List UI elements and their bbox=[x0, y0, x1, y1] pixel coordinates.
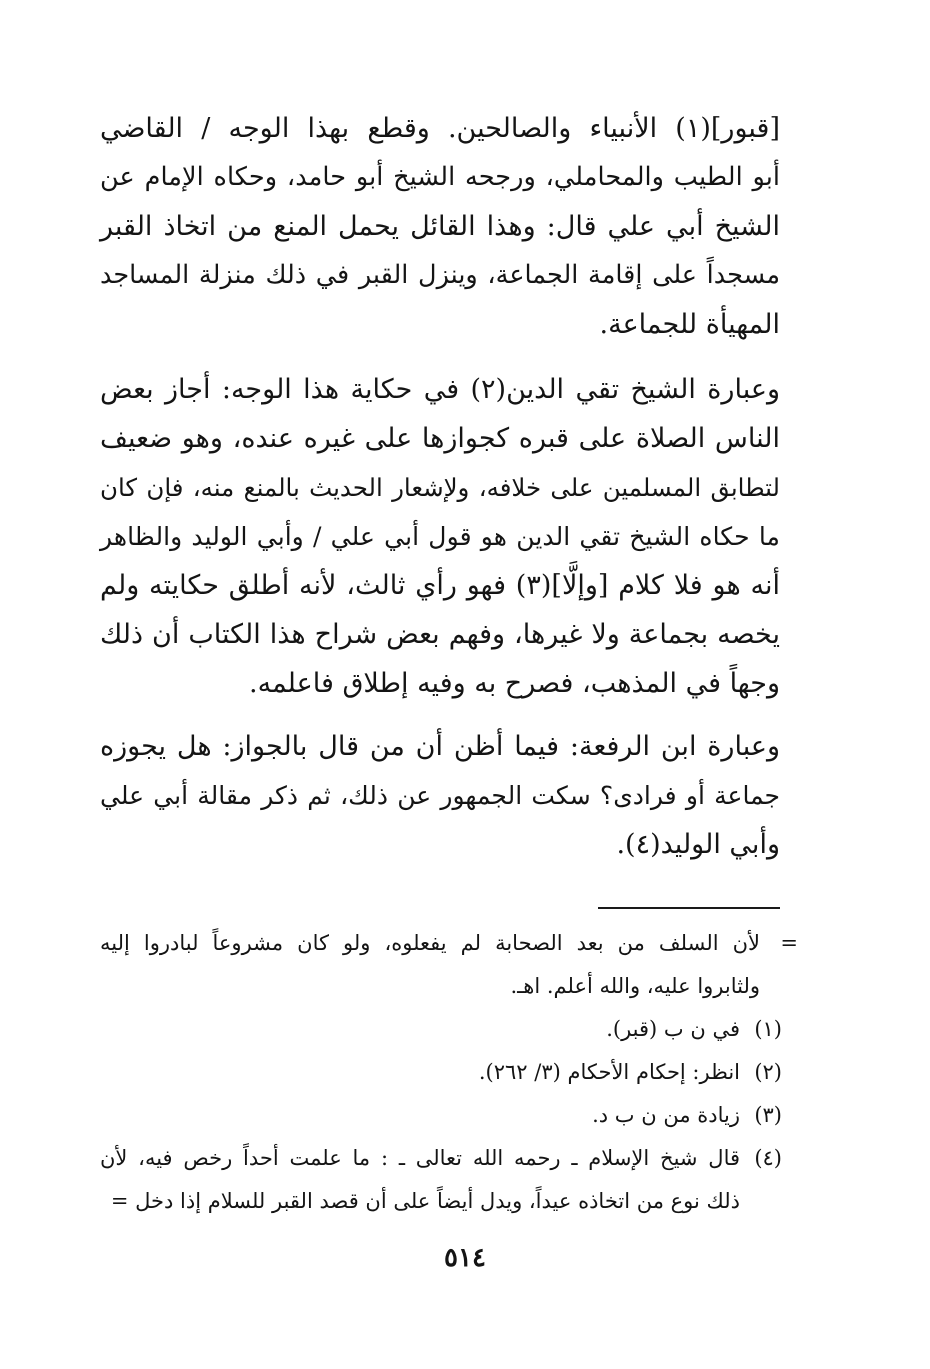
page-number: ٥١٤ bbox=[444, 1243, 486, 1273]
footnote-line: قال شيخ الإسلام ـ رحمه الله تعالى ـ : ما علمت أحداً رخص فيه، لأن bbox=[100, 1146, 741, 1170]
text-line: جماعة أو فرادى؟ سكت الجمهور عن ذلك، ثم ذكر مقالة أبي علي bbox=[100, 781, 780, 810]
text-line: وعبارة الشيخ تقي الدين(٢) في حكاية هذا الوجه: أجاز بعض bbox=[100, 374, 780, 405]
footnote-3 bbox=[100, 1094, 810, 1137]
footnote-continuation bbox=[100, 922, 810, 1008]
footnote-1 bbox=[100, 1008, 810, 1051]
footnote-number: (١) bbox=[754, 1017, 782, 1041]
paragraph bbox=[100, 722, 780, 869]
footnote-2 bbox=[100, 1051, 810, 1094]
text-line: المهيأة للجماعة. bbox=[599, 309, 780, 340]
text-line: أنه هو فلا كلام [وإلَّا](٣) فهو رأي ثالث، لأنه أطلق حكايته ولم bbox=[100, 570, 780, 601]
text-line: [قبور](١) الأنبياء والصالحين. وقطع بهذا الوجه / القاضي bbox=[100, 113, 780, 144]
footnote-separator bbox=[598, 907, 780, 909]
text-line: مسجداً على إقامة الجماعة، وينزل القبر في ذلك منزلة المساجد bbox=[100, 260, 780, 290]
footnote-number: (٣) bbox=[754, 1103, 782, 1127]
footnote-number: (٤) bbox=[754, 1146, 782, 1170]
paragraph bbox=[100, 365, 780, 708]
footnote-line: ولثابروا عليه، والله أعلم. اهـ. bbox=[510, 974, 760, 998]
paragraph bbox=[100, 104, 780, 349]
text-line: الشيخ أبي علي قال: وهذا القائل يحمل المنع من اتخاذ القبر bbox=[100, 211, 780, 242]
footnote-line: في ن ب (قبر). bbox=[606, 1017, 740, 1041]
text-line: يخصه بجماعة ولا غيرها، وفهم بعض شراح هذا الكتاب أن ذلك bbox=[100, 619, 780, 650]
footnote-line: لأن السلف من بعد الصحابة لم يفعلوه، ولو كان مشروعاً لبادروا إليه bbox=[100, 931, 760, 955]
text-line: وأبي الوليد(٤). bbox=[616, 829, 780, 860]
footnote-4 bbox=[100, 1137, 810, 1223]
footnote-line: انظر: إحكام الأحكام (٣/ ٢٦٢). bbox=[478, 1060, 740, 1084]
footnote-line: زيادة من ن ب د. bbox=[592, 1103, 740, 1127]
footnote-line: ذلك نوع من اتخاذه عيداً، ويدل أيضاً على أن قصد القبر للسلام إذا دخل = bbox=[110, 1189, 740, 1213]
text-line: وعبارة ابن الرفعة: فيما أظن أن من قال بالجواز: هل يجوزه bbox=[100, 731, 780, 762]
text-line: لتطابق المسلمين على خلافه، ولإشعار الحديث بالمنع منه، فإن كان bbox=[100, 473, 780, 502]
text-line: الناس الصلاة على قبره كجوازها على غيره عنده، وهو ضعيف bbox=[100, 423, 780, 454]
main-text bbox=[100, 104, 780, 869]
continuation-mark: = bbox=[780, 931, 798, 955]
text-line: أبو الطيب والمحاملي، ورجحه الشيخ أبو حامد، وحكاه الإمام عن bbox=[100, 162, 780, 192]
footnote-number: (٢) bbox=[754, 1060, 782, 1084]
text-line: ما حكاه الشيخ تقي الدين هو قول أبي علي / وأبي الوليد والظاهر bbox=[100, 522, 780, 551]
text-line: وجهاً في المذهب، فصرح به وفيه إطلاق فاعلمه. bbox=[249, 668, 780, 699]
footnotes bbox=[100, 922, 810, 1223]
